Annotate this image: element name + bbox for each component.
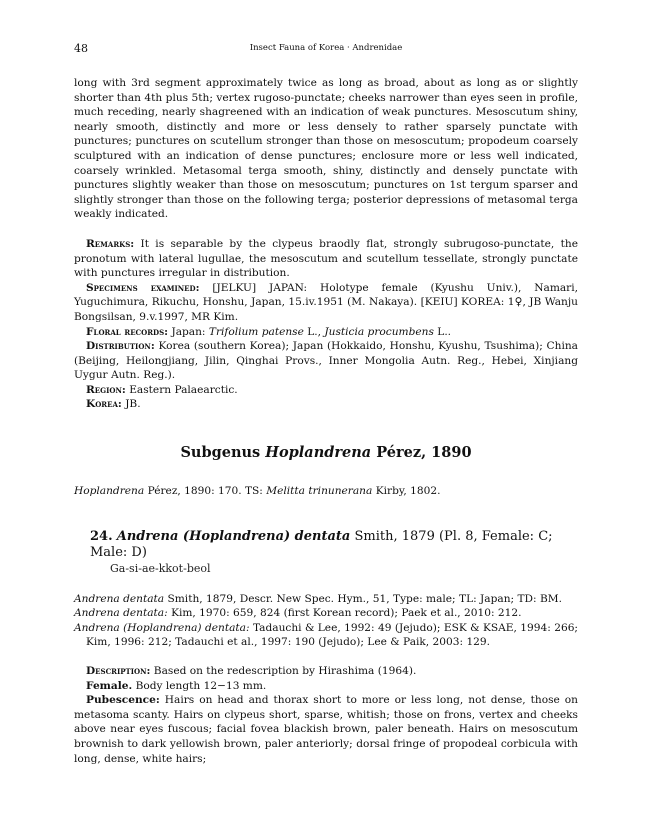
species-name: Andrena (Hoplandrena) dentata (116, 528, 351, 544)
synonym-3-name: Andrena (Hoplandrena) dentata: (74, 621, 250, 634)
subgenus-reference (74, 484, 578, 499)
subgenus-ref-genus: Hoplandrena (74, 485, 145, 498)
synonym-2-text: Kim, 1970: 659, 824 (first Korean record); Paek et al., 2010: 212. (171, 607, 522, 620)
floral-label: Floral records: (86, 325, 169, 338)
species-author: Smith, 1879 (Pl. 8, Female: C; Male: D) (90, 528, 553, 560)
description-label: Description: (86, 665, 151, 678)
species-description (74, 664, 578, 679)
remarks-paragraph (74, 237, 578, 281)
floral-paragraph (74, 325, 578, 340)
description-text: Based on the redescription by Hirashima (1964). (153, 665, 417, 678)
pubescence-paragraph (74, 693, 578, 766)
female-text: Body length 12−13 mm. (135, 679, 267, 692)
subgenus-prefix: Subgenus (180, 444, 261, 462)
specimens-label: Specimens examined: (86, 281, 200, 294)
subgenus-author: Pérez, 1890 (376, 444, 472, 462)
floral-plant-2: Justicia procumbens (324, 325, 434, 338)
subgenus-ref-species: Melitta trinunerana (266, 485, 373, 498)
synonym-1-text: Smith, 1879, Descr. New Spec. Hym., 51, Type: male; TL: Japan; TD: BM. (167, 592, 562, 605)
running-title: Insect Fauna of Korea · Andrenidae (249, 43, 403, 53)
subgenus-ref-text: Pérez, 1890: 170. TS: (147, 485, 263, 498)
pubescence-text: Hairs on head and thorax short to more or less long, not dense, those on metasoma scanty. Hairs on clypeus short, sparse, whitish; those on frons, vertex and cheeks above near eyes fuscous; facial fovea blackish brown, paler beneath. Hairs on mesoscutum brownish to dark yellowish brown, paler anteriorly; dorsal fringe of propodeal corbicula with long, dense, white hairs; (74, 694, 578, 765)
synonym-3 (74, 621, 578, 650)
subgenus-heading (74, 446, 578, 466)
distribution-paragraph (74, 339, 578, 383)
page-number: 48 (74, 42, 88, 55)
description-continuation: long with 3rd segment approximately twice as long as broad, about as long as or slightly shorter than 4th plus 5th; vertex rugoso-punctate; cheeks narrower than eyes seen in profile, much receding, nearly shagreened with an indication of weak punctures. Mesoscutum shiny, nearly smooth, distinctly and more or less densely to rather sparsely punctate with punctures; punctures on scutellum stronger than those on mesoscutum; propodeum coarsely sculptured with an indication of dense punctures; enclosure more or less well indicated, coarsely wrinkled. Metasomal terga smooth, shiny, distinctly and densely punctate with punctures slightly weaker than those on mesoscutum; punctures on 1st tergum sparser and slightly stronger than those on the following terga; posterior depressions of metasomal terga weakly indicated. (74, 77, 578, 221)
synonym-1-name: Andrena dentata (74, 592, 165, 605)
region-label: Region: (86, 383, 126, 396)
floral-mid: L., (307, 325, 322, 338)
female-paragraph (74, 679, 578, 694)
pubescence-label: Pubescence: (86, 694, 160, 707)
synonym-1 (74, 592, 578, 607)
floral-plant-1: Trifolium patense (208, 325, 304, 338)
synonym-2-name: Andrena dentata: (74, 607, 168, 620)
subgenus-name: Hoplandrena (265, 444, 372, 462)
distribution-label: Distribution: (86, 340, 155, 353)
species-korean-name: Ga-si-ae-kkot-beol (110, 561, 211, 575)
distribution-text: Korea (southern Korea); Japan (Hokkaido, Honshu, Kyushu, Tsushima); China (Beijing, Heilongjiang, Jilin, Qinghai Provs., Inner Mongolia Autn. Reg., Hebei, Xinjiang Uygur Autn. Reg.). (74, 340, 578, 382)
subgenus-ref-tail: Kirby, 1802. (375, 485, 441, 498)
species-heading (74, 529, 578, 561)
floral-suffix: L.. (437, 325, 452, 338)
synonym-2 (74, 606, 578, 621)
korea-text: JB. (125, 398, 141, 411)
korea-paragraph (74, 397, 578, 412)
korea-label: Korea: (86, 398, 122, 411)
page-header (74, 42, 578, 58)
specimens-paragraph (74, 281, 578, 325)
floral-prefix: Japan: (171, 325, 206, 338)
specimens-text: [JELKU] JAPAN: Holotype female (Kyushu Univ.), Namari, Yuguchimura, Rikuchu, Honshu, Japan, 15.iv.1951 (M. Nakaya). [KEIU] KOREA: 1♀, JB Wanju Bongsilsan, 9.v.1997, MR Kim. (74, 281, 579, 323)
region-text: Eastern Palaearctic. (129, 383, 238, 396)
page-content (74, 76, 578, 766)
species-number: 24. (90, 528, 113, 544)
remarks-text: It is separable by the clypeus braodly flat, strongly subrugoso-punctate, the pronotum with lateral lugullae, the mesoscutum and scutellum tessellate, strongly punctate with punctures irregular in distribution. (74, 237, 578, 280)
female-label: Female. (86, 679, 133, 692)
synonym-3-text: Tadauchi & Lee, 1992: 49 (Jejudo); ESK & KSAE, 1994: 266; Kim, 1996: 212; Tadauchi et al., 1997: 190 (Jejudo); Lee & Paik, 2003: 129. (86, 621, 579, 649)
region-paragraph (74, 383, 578, 398)
remarks-label: Remarks: (86, 237, 135, 250)
